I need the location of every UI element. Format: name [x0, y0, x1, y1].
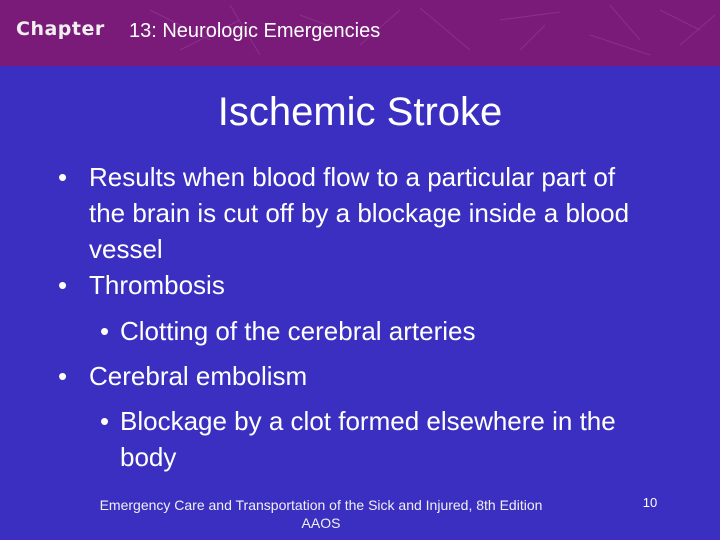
sub-bullet-item [100, 403, 660, 475]
chapter-label: Chapter [16, 18, 105, 40]
bullet-item [58, 358, 658, 394]
bullet-dot-icon: • [58, 162, 68, 192]
bullet-item [58, 159, 658, 267]
bullet-item [58, 267, 658, 303]
chapter-title: 13: Neurologic Emergencies [129, 20, 381, 42]
bullet-dot-icon: • [100, 406, 110, 436]
bullet-dot-icon: • [58, 361, 68, 391]
chapter-header-bar [0, 0, 720, 66]
sub-bullet-text: Blockage by a clot formed elsewhere in the body [120, 406, 616, 472]
sub-bullet-item [100, 313, 660, 349]
bullet-text: Thrombosis [89, 270, 225, 300]
bullet-text: Cerebral embolism [89, 361, 308, 391]
page-number: 10 [642, 495, 658, 510]
slide-title: Ischemic Stroke [217, 90, 503, 134]
sub-bullet-text: Clotting of the cerebral arteries [120, 316, 476, 346]
bullet-text: Results when blood flow to a particular part of the brain is cut off by a blockage inside a blood vessel [89, 162, 630, 264]
bullet-dot-icon: • [58, 270, 68, 300]
footer-publisher: AAOS [301, 515, 341, 531]
bullet-dot-icon: • [100, 316, 110, 346]
footer [60, 496, 582, 532]
footer-book-title: Emergency Care and Transportation of the Sick and Injured, 8th Edition [99, 497, 543, 513]
